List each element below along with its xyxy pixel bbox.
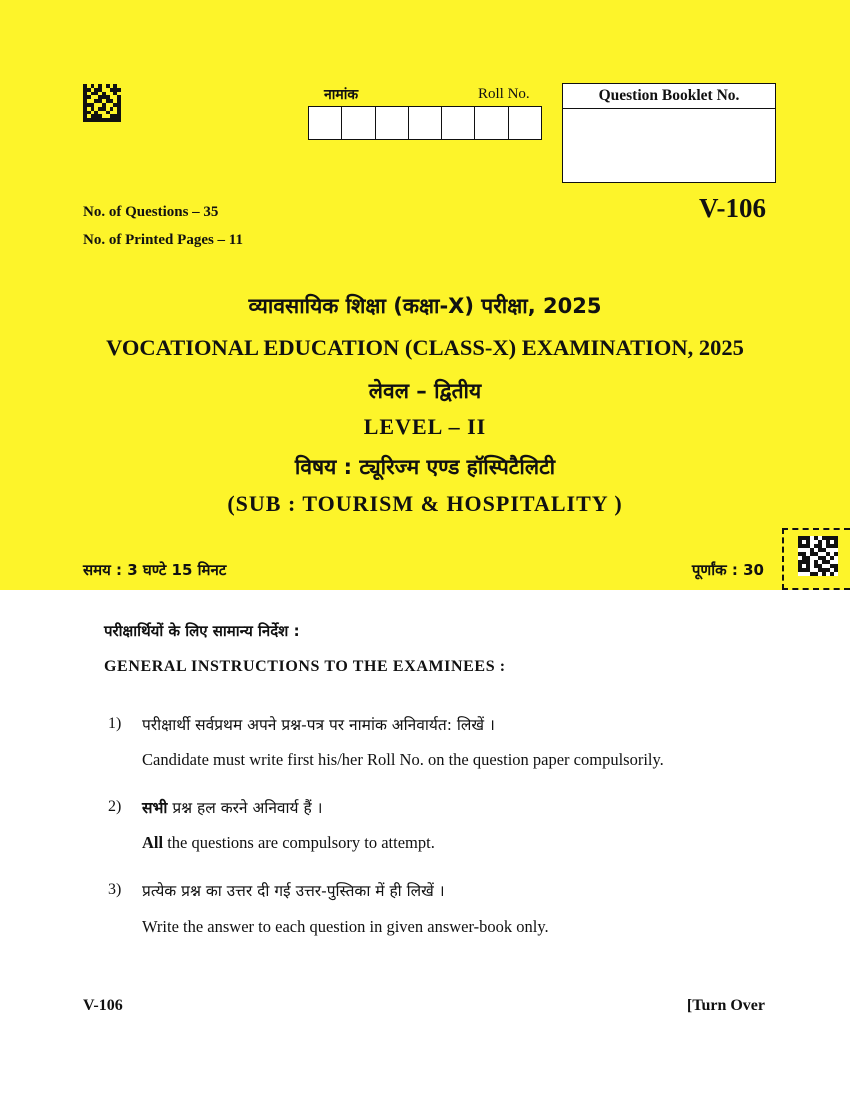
qr-code xyxy=(798,536,838,576)
roll-digit-box[interactable] xyxy=(342,107,375,139)
roll-digit-box[interactable] xyxy=(309,107,342,139)
footer-paper-code: V-106 xyxy=(83,997,123,1014)
title-english: VOCATIONAL EDUCATION (CLASS-X) EXAMINATION, 2025 xyxy=(106,335,744,360)
title-hindi: व्यावसायिक शिक्षा (कक्षा-X) परीक्षा, 2025 xyxy=(248,294,602,318)
instruction-english: Write the answer to each question in given answer-book only. xyxy=(142,917,549,936)
paper-code: V-106 xyxy=(699,193,766,223)
datamatrix-code xyxy=(83,84,121,122)
roll-digit-box[interactable] xyxy=(409,107,442,139)
instruction-number: 2) xyxy=(108,798,122,815)
qr-code-frame xyxy=(782,528,850,590)
instruction-english: Candidate must write first his/her Roll No. on the question paper compulsorily. xyxy=(142,750,664,769)
time-allowed: समय : 3 घण्टे 15 मिनट xyxy=(83,561,227,579)
level-hindi: लेवल – द्वितीय xyxy=(368,379,482,403)
instruction-hindi: सभी प्रश्न हल करने अनिवार्य हैं । xyxy=(142,799,323,817)
pages-count: No. of Printed Pages – 11 xyxy=(83,232,243,248)
instruction-hindi: परीक्षार्थी सर्वप्रथम अपने प्रश्न-पत्र पर नामांक अनिवार्यत: लिखें । xyxy=(142,716,495,734)
roll-digit-box[interactable] xyxy=(509,107,541,139)
questions-count: No. of Questions – 35 xyxy=(83,204,219,220)
roll-digit-box[interactable] xyxy=(475,107,508,139)
subject-hindi: विषय : ट्यूरिज्म एण्ड हॉस्पिटैलिटी xyxy=(294,455,556,479)
roll-number-boxes[interactable] xyxy=(308,106,542,140)
roll-digit-box[interactable] xyxy=(376,107,409,139)
instruction-number: 1) xyxy=(108,715,122,732)
booklet-label: Question Booklet No. xyxy=(563,84,775,109)
level-english: LEVEL – II xyxy=(363,414,487,439)
instruction-number: 3) xyxy=(108,881,122,898)
roll-digit-box[interactable] xyxy=(442,107,475,139)
roll-label-english: Roll No. xyxy=(478,86,530,102)
question-booklet-box[interactable] xyxy=(562,83,776,183)
roll-label-hindi: नामांक xyxy=(324,87,359,103)
subject-english: (SUB : TOURISM & HOSPITALITY ) xyxy=(227,491,623,516)
turn-over-label: [Turn Over xyxy=(686,997,765,1014)
instructions-heading-english: GENERAL INSTRUCTIONS TO THE EXAMINEES : xyxy=(104,658,506,675)
maximum-marks: पूर्णांक : 30 xyxy=(691,561,764,579)
instruction-hindi: प्रत्येक प्रश्न का उत्तर दी गई उत्तर-पुस्तिका में ही लिखें । xyxy=(142,882,445,900)
instruction-english: All the questions are compulsory to attempt. xyxy=(142,833,435,852)
instructions-heading-hindi: परीक्षार्थियों के लिए सामान्य निर्देश : xyxy=(104,622,300,640)
